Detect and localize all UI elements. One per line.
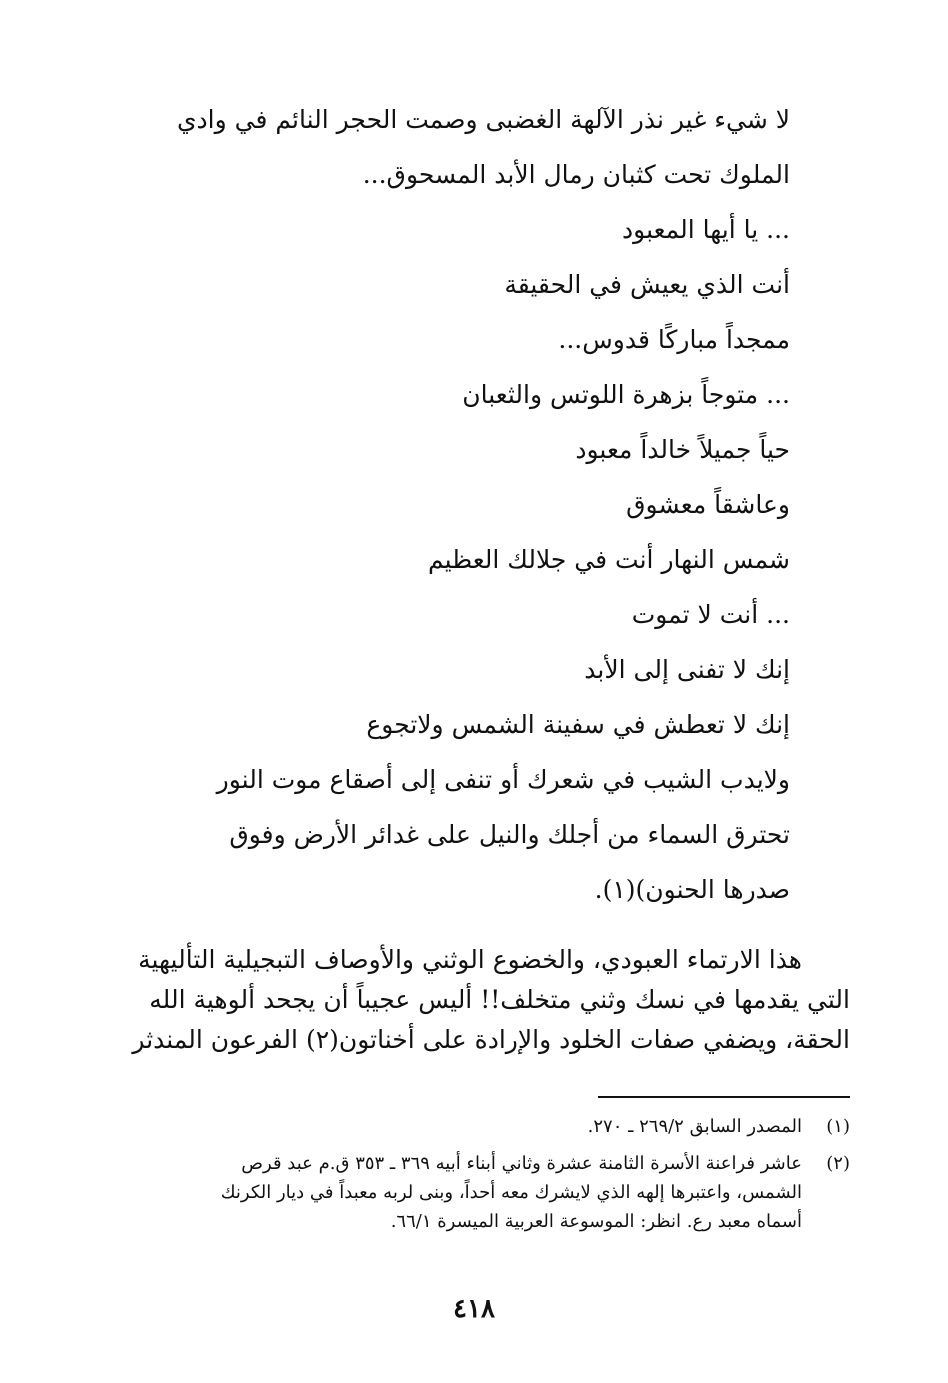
footnote-number: (٢) [826,1153,850,1174]
footnote-text [98,1149,802,1236]
prose-line: الحقة، ويضفي صفات الخلود والإرادة على أخناتون(٢) الفرعون المندثر [132,1025,850,1054]
poem-line: تحترق السماء من أجلك والنيل على غدائر الأرض وفوق [229,820,790,849]
prose-line: التي يقدمها في نسك وثني متخلف!! أليس عجيباً أن يجحد ألوهية الله [149,985,850,1014]
poem-line: لا شيء غير نذر الآلهة الغضبى وصمت الحجر النائم في وادي [176,105,790,134]
poem-line: صدرها الحنون)(١). [594,875,790,904]
footnote-line: أسماه معبد رع. انظر: الموسوعة العربية الميسرة ٦٦/١. [390,1211,802,1232]
poem-line: شمس النهار أنت في جلالك العظيم [428,545,790,574]
poem-line: أنت الذي يعيش في الحقيقة [504,270,790,299]
poem-line: وعاشقاً معشوق [626,490,790,519]
poem-line: ... يا أيها المعبود [622,215,790,244]
footnote-item [98,1149,850,1236]
footnote-number: (١) [826,1116,850,1137]
poem-line: حياً جميلاً خالداً معبود [575,435,790,464]
poem-line: ممجداً مباركًا قدوس... [558,325,790,354]
footnote-divider [598,1096,850,1098]
footnote-line: الشمس، واعتبرها إلهه الذي لايشرك معه أحداً، وبنى لربه معبداً في ديار الكرنك [220,1182,802,1203]
footnote-item [98,1112,850,1141]
poem-line: ولايدب الشيب في شعرك أو تنفى إلى أصقاع موت النور [216,765,790,794]
page-number: ٤١٨ [453,1294,495,1324]
poem-line: ... أنت لا تموت [631,600,790,629]
footnotes [98,1112,850,1236]
poem-block [90,92,790,917]
footnote-text [98,1112,802,1141]
poem-line: إنك لا تعطش في سفينة الشمس ولاتجوع [366,710,790,739]
prose-paragraph [98,940,850,1060]
poem-line: ... متوجاً بزهرة اللوتس والثعبان [462,380,790,409]
prose-line: هذا الارتماء العبودي، والخضوع الوثني والأوصاف التبجيلية التأليهية [138,945,802,974]
footnote-line: المصدر السابق ٢٦٩/٢ ـ ٢٧٠. [587,1116,802,1137]
poem-line: الملوك تحت كثبان رمال الأبد المسحوق... [362,160,790,189]
footnote-line: عاشر فراعنة الأسرة الثامنة عشرة وثاني أبناء أبيه ٣٦٩ ـ ٣٥٣ ق.م عبد قرص [241,1153,802,1174]
poem-line: إنك لا تفنى إلى الأبد [584,655,790,684]
